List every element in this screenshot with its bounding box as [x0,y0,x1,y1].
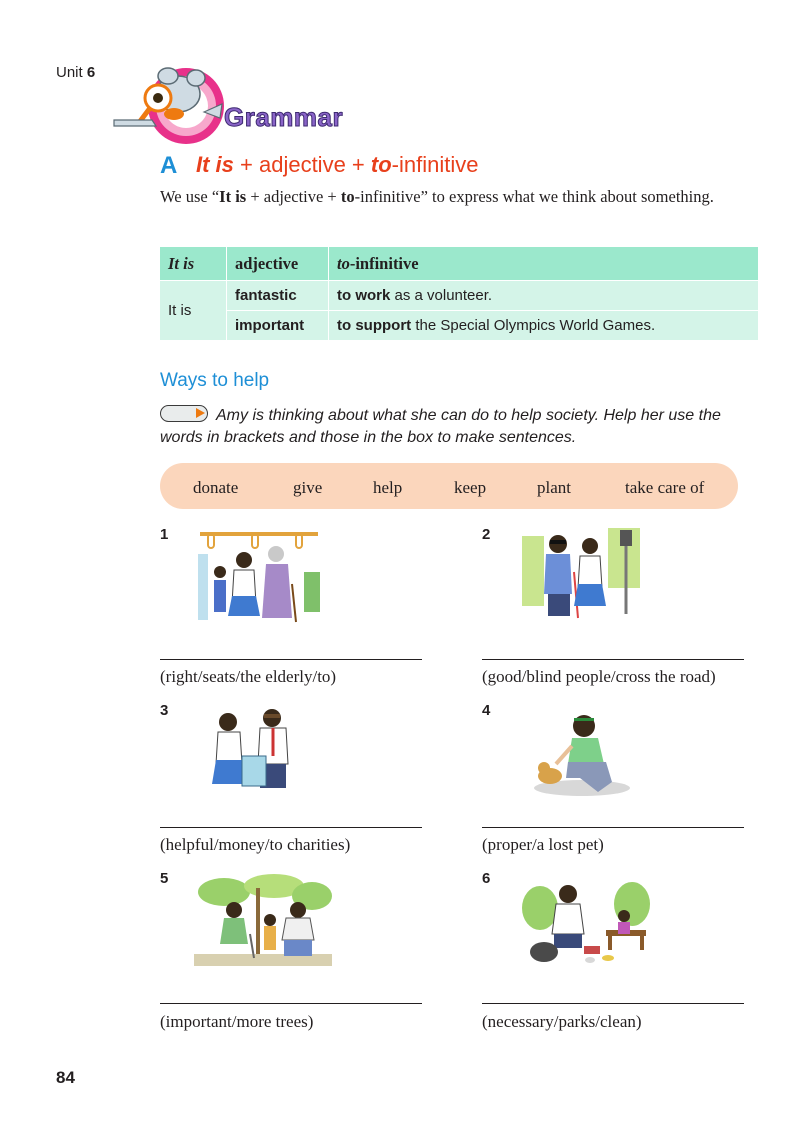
word-box-item: plant [537,478,571,497]
section-letter: A [160,152,178,179]
table-cell-adjective: important [227,311,329,341]
grammar-title: Grammar [224,102,344,132]
exercise-number: 3 [160,702,169,719]
exercise-number: 5 [160,870,169,887]
table-header-adjective: adjective [227,247,329,281]
intro-text-2: + adjective + [246,187,341,206]
exercise-number: 1 [160,526,169,543]
answer-line[interactable] [482,659,744,660]
intro-bold-1: It is [219,187,247,206]
word-box-item: give [293,478,323,497]
table-cell-adjective: fantastic [227,281,329,311]
ways-to-help-heading: Ways to help [160,370,270,391]
exercise-number: 2 [482,526,491,543]
unit-label [56,64,95,81]
grammar-mascot-icon [112,64,224,148]
exercise-number: 4 [482,702,491,719]
word-box-item: donate [193,478,239,497]
header-to: to [337,253,350,273]
exercise-hint: (important/more trees) [160,1012,314,1031]
table-cell-infinitive [329,311,759,341]
exercise-hint: (right/seats/the elderly/to) [160,667,337,686]
table-row [160,311,759,341]
cell-verb: to work [337,287,391,304]
task-instructions: Amy is thinking about what she can do to help society. Help her use the words in brackets and those in the box to make sentences. [160,407,721,446]
word-box-item: take care of [625,478,705,497]
grammar-table [159,246,759,341]
exercise-6-illustration [522,880,650,968]
title-part-it-is: It is [196,152,234,177]
table-header-to-infinitive [329,247,759,281]
answer-line[interactable] [160,659,422,660]
exercise-hint: (necessary/parks/clean) [482,1012,642,1031]
exercise-2-illustration [522,522,640,622]
exercise-hint: (proper/a lost pet) [482,835,604,854]
intro-bold-2: to [340,187,355,206]
answer-line[interactable] [482,1003,744,1004]
answer-line[interactable] [482,827,744,828]
exercise-4-illustration [522,706,632,798]
table-header-row [160,247,759,281]
table-cell-infinitive [329,281,759,311]
intro-text-1: We use “ [160,187,220,206]
word-box-item: keep [454,478,487,497]
page-number: 84 [56,1068,75,1087]
word-box-item: help [373,478,403,497]
title-part-infinitive: -infinitive [391,152,479,177]
cell-rest: as a volunteer. [390,287,493,304]
unit-number: 6 [86,64,96,81]
cell-rest: the Special Olympics World Games. [411,317,656,334]
cell-verb: to support [337,317,412,334]
answer-line[interactable] [160,827,422,828]
exercise-hint: (good/blind people/cross the road) [482,667,716,686]
exercise-hint: (helpful/money/to charities) [160,835,351,854]
table-row-label: It is [160,281,227,341]
exercise-5-illustration [194,874,332,966]
unit-prefix: Unit [56,64,83,81]
answer-line[interactable] [160,1003,422,1004]
title-part-adjective: + adjective + [233,152,371,177]
intro-paragraph [160,186,740,208]
intro-text-3: -infinitive” to express what we think about something. [354,187,714,206]
table-row [160,281,759,311]
table-header-it-is: It is [160,247,227,281]
exercise-number: 6 [482,870,491,887]
title-part-to: to [370,152,392,177]
section-title [196,152,478,178]
exercise-3-illustration [206,704,294,792]
exercise-1-illustration [196,524,322,624]
header-infinitive: -infinitive [349,253,419,273]
